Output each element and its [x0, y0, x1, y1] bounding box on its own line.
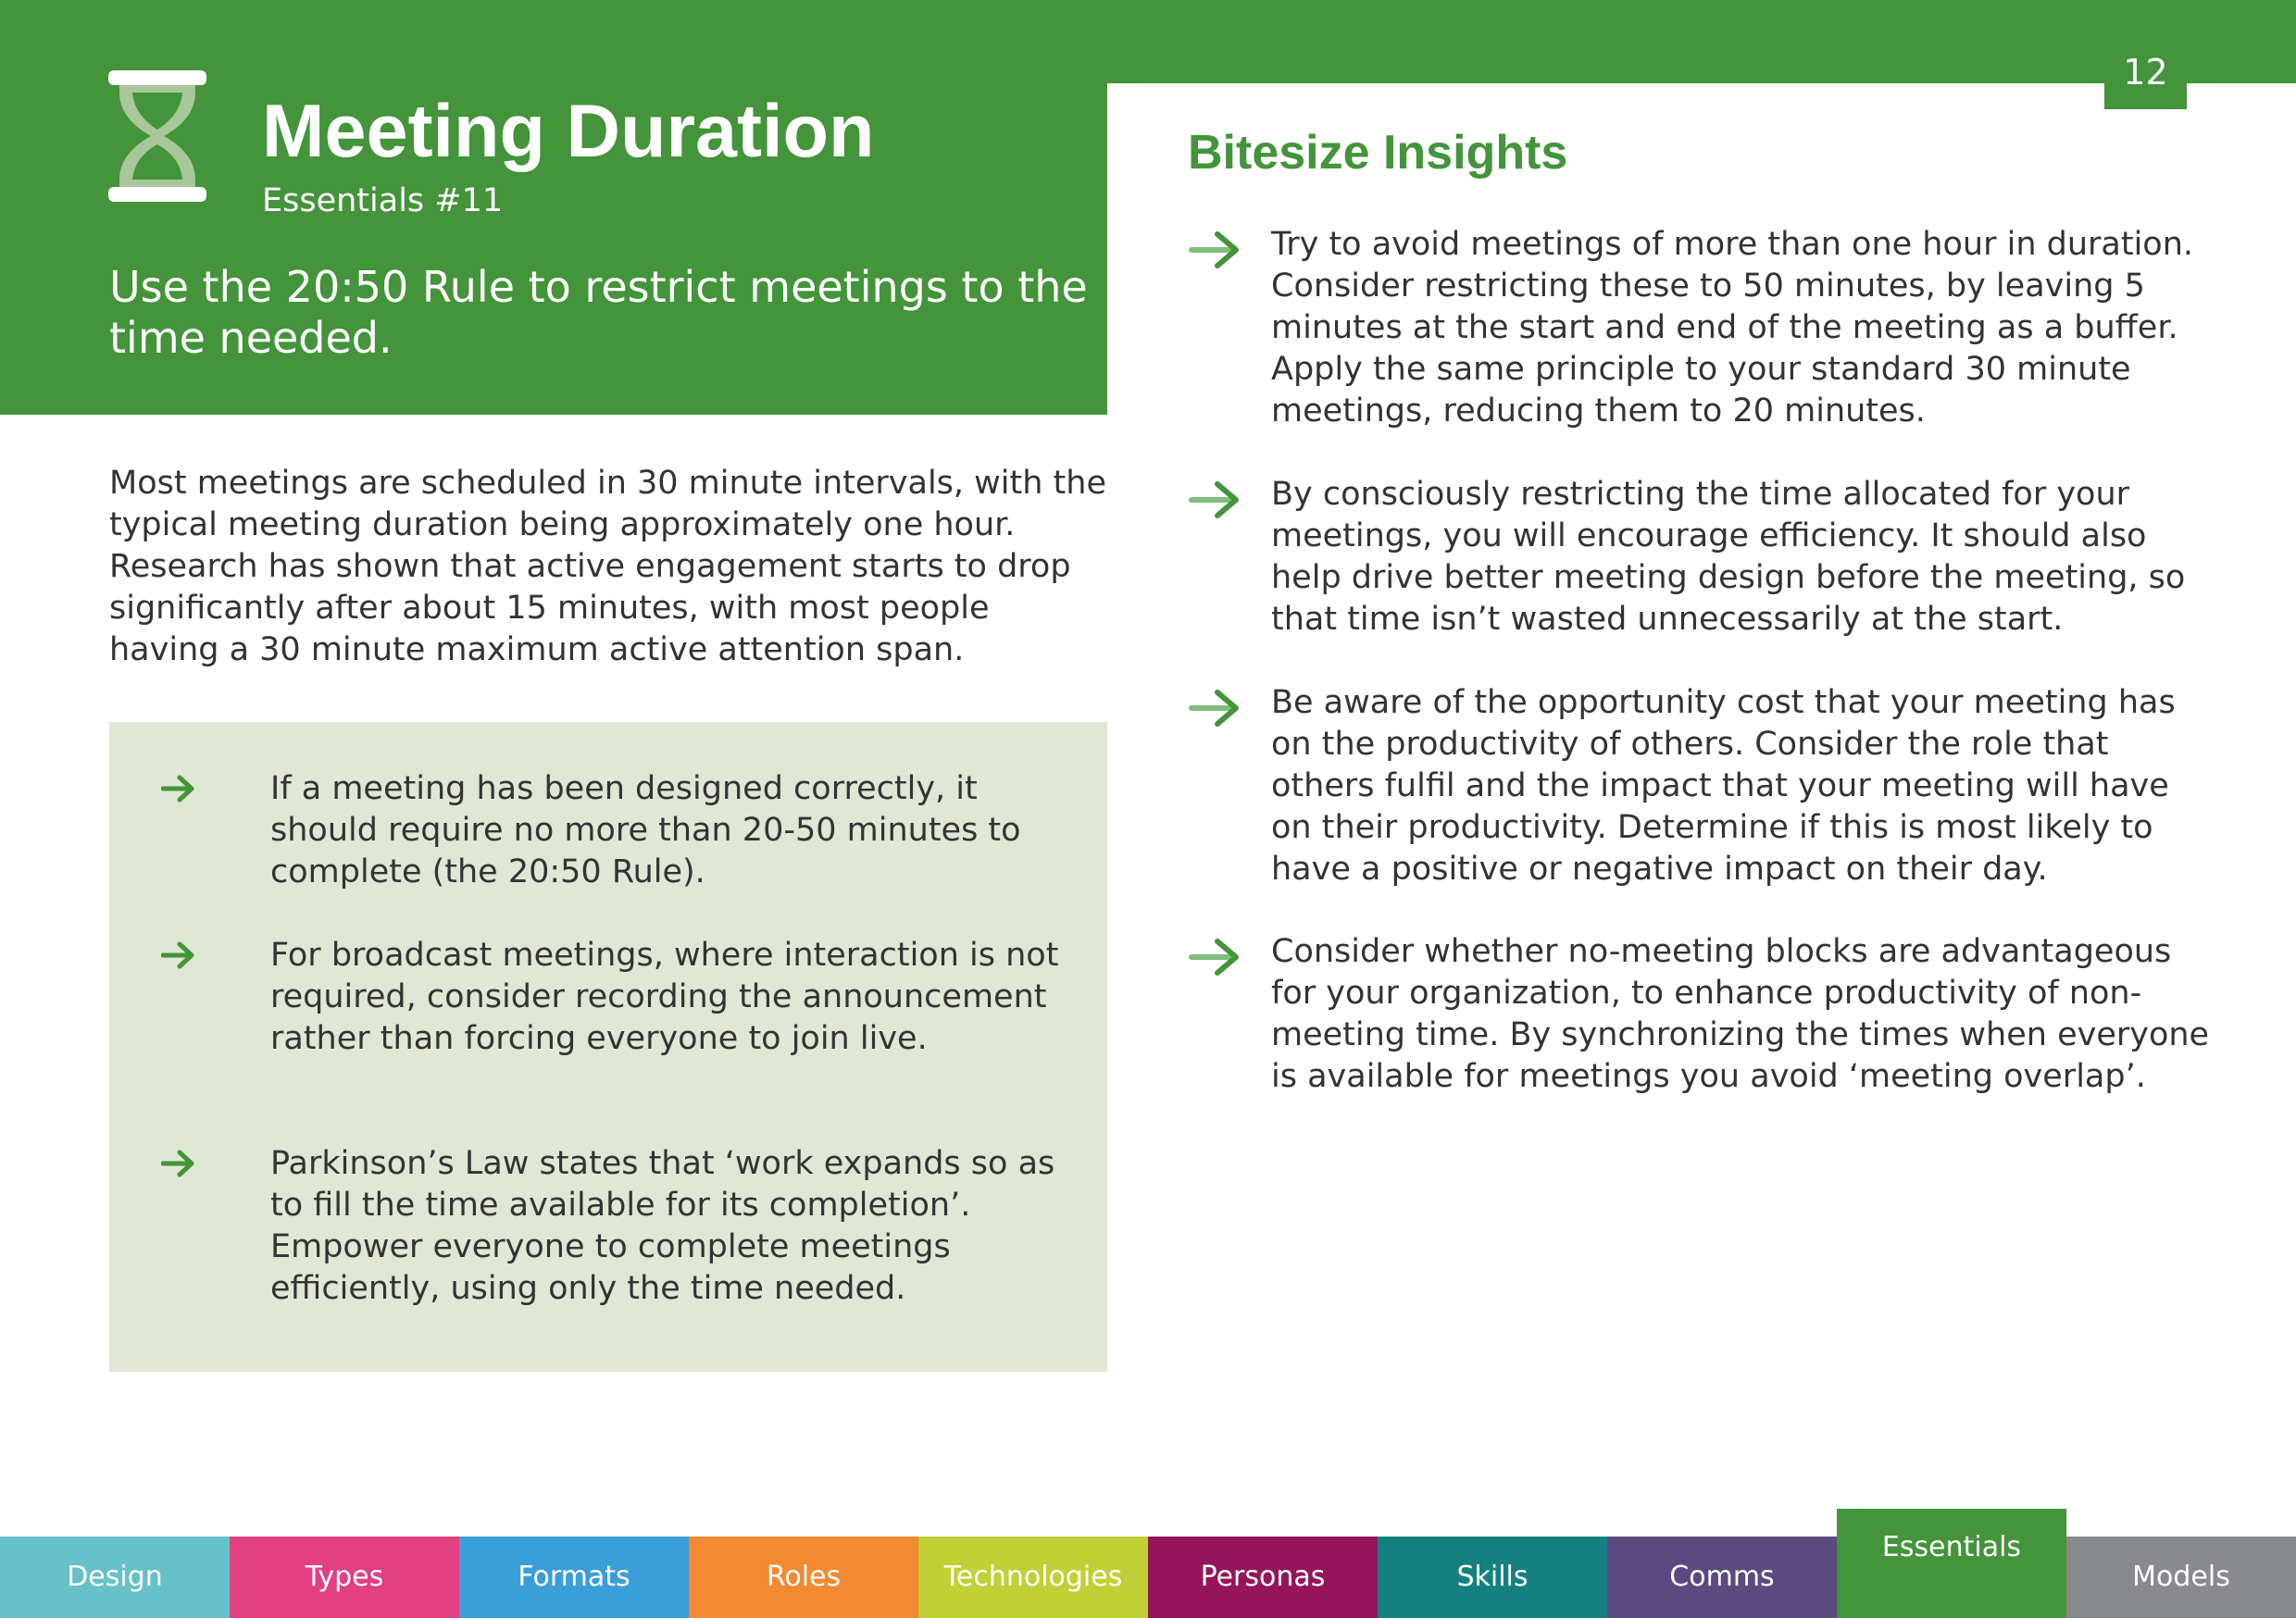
arrow-right-icon: [161, 1149, 196, 1178]
tips-box: [109, 722, 1107, 1372]
nav-tab-technologies[interactable]: Technologies: [918, 1537, 1148, 1618]
hourglass-icon: [106, 70, 208, 202]
arrow-right-icon: [161, 774, 196, 803]
nav-tab-formats[interactable]: Formats: [459, 1537, 689, 1618]
nav-tab-comms[interactable]: Comms: [1607, 1537, 1837, 1618]
nav-tab-types[interactable]: Types: [230, 1537, 459, 1618]
page-title: Meeting Duration: [262, 90, 875, 173]
page-number: 12: [2104, 46, 2187, 109]
nav-tab-roles[interactable]: Roles: [689, 1537, 918, 1618]
arrow-right-icon: [1188, 688, 1242, 728]
nav-tab-essentials[interactable]: Essentials: [1837, 1509, 2066, 1618]
nav-tab-skills[interactable]: Skills: [1378, 1537, 1607, 1618]
insight-text: Consider whether no-meeting blocks are advantageous for your organization, to enhance productivity of non-meeting time. By synchronizing the times when everyone is available for meetings you avoid ‘meeting overlap’.: [1271, 933, 2210, 1095]
tip-text: If a meeting has been designed correctly, it should require no more than 20-50 minutes to complete (the 20:50 Rule).: [270, 770, 1021, 890]
intro-paragraph: Most meetings are scheduled in 30 minute intervals, with the typical meeting duration being approximately one hour. Research has shown that active engagement starts to drop significantly after about 15 minutes, with most people having a 30 minute maximum active attention span.: [109, 465, 1106, 668]
insight-text: Be aware of the opportunity cost that your meeting has on the productivity of others. Consider the role that others fulfil and the impact that your meeting will have on their productivity. Determine if this is most likely to have a positive or negative impact on their day.: [1271, 684, 2176, 888]
nav-tab-models[interactable]: Models: [2066, 1537, 2296, 1618]
insights-title: Bitesize Insights: [1188, 126, 1568, 180]
nav-tab-personas[interactable]: Personas: [1148, 1537, 1378, 1618]
arrow-right-icon: [1188, 937, 1242, 977]
arrow-right-icon: [1188, 230, 1242, 270]
insight-text: Try to avoid meetings of more than one hour in duration. Consider restricting these to 50 minutes, by leaving 5 minutes at the start and end of the meeting as a buffer. Apply the same principle to your standard 30 minute meetings, reducing them to 20 minutes.: [1271, 226, 2194, 429]
insight-text: By consciously restricting the time allocated for your meetings, you will encourage efficiency. It should also help drive better meeting design before the meeting, so that time isn’t wasted unnecessarily at the start.: [1271, 476, 2186, 638]
arrow-right-icon: [1188, 479, 1242, 520]
arrow-right-icon: [161, 940, 196, 970]
headline: Use the 20:50 Rule to restrict meetings to the time needed.: [109, 262, 1088, 363]
nav-tab-design[interactable]: Design: [0, 1537, 230, 1618]
page-subtitle: Essentials #11: [262, 182, 504, 219]
tip-text: For broadcast meetings, where interaction is not required, consider recording the announcement rather than forcing everyone to join live.: [270, 937, 1059, 1057]
tip-text: Parkinson’s Law states that ‘work expands so as to fill the time available for its completion’. Empower everyone to complete meetings efficiently, using only the time needed.: [270, 1145, 1055, 1307]
